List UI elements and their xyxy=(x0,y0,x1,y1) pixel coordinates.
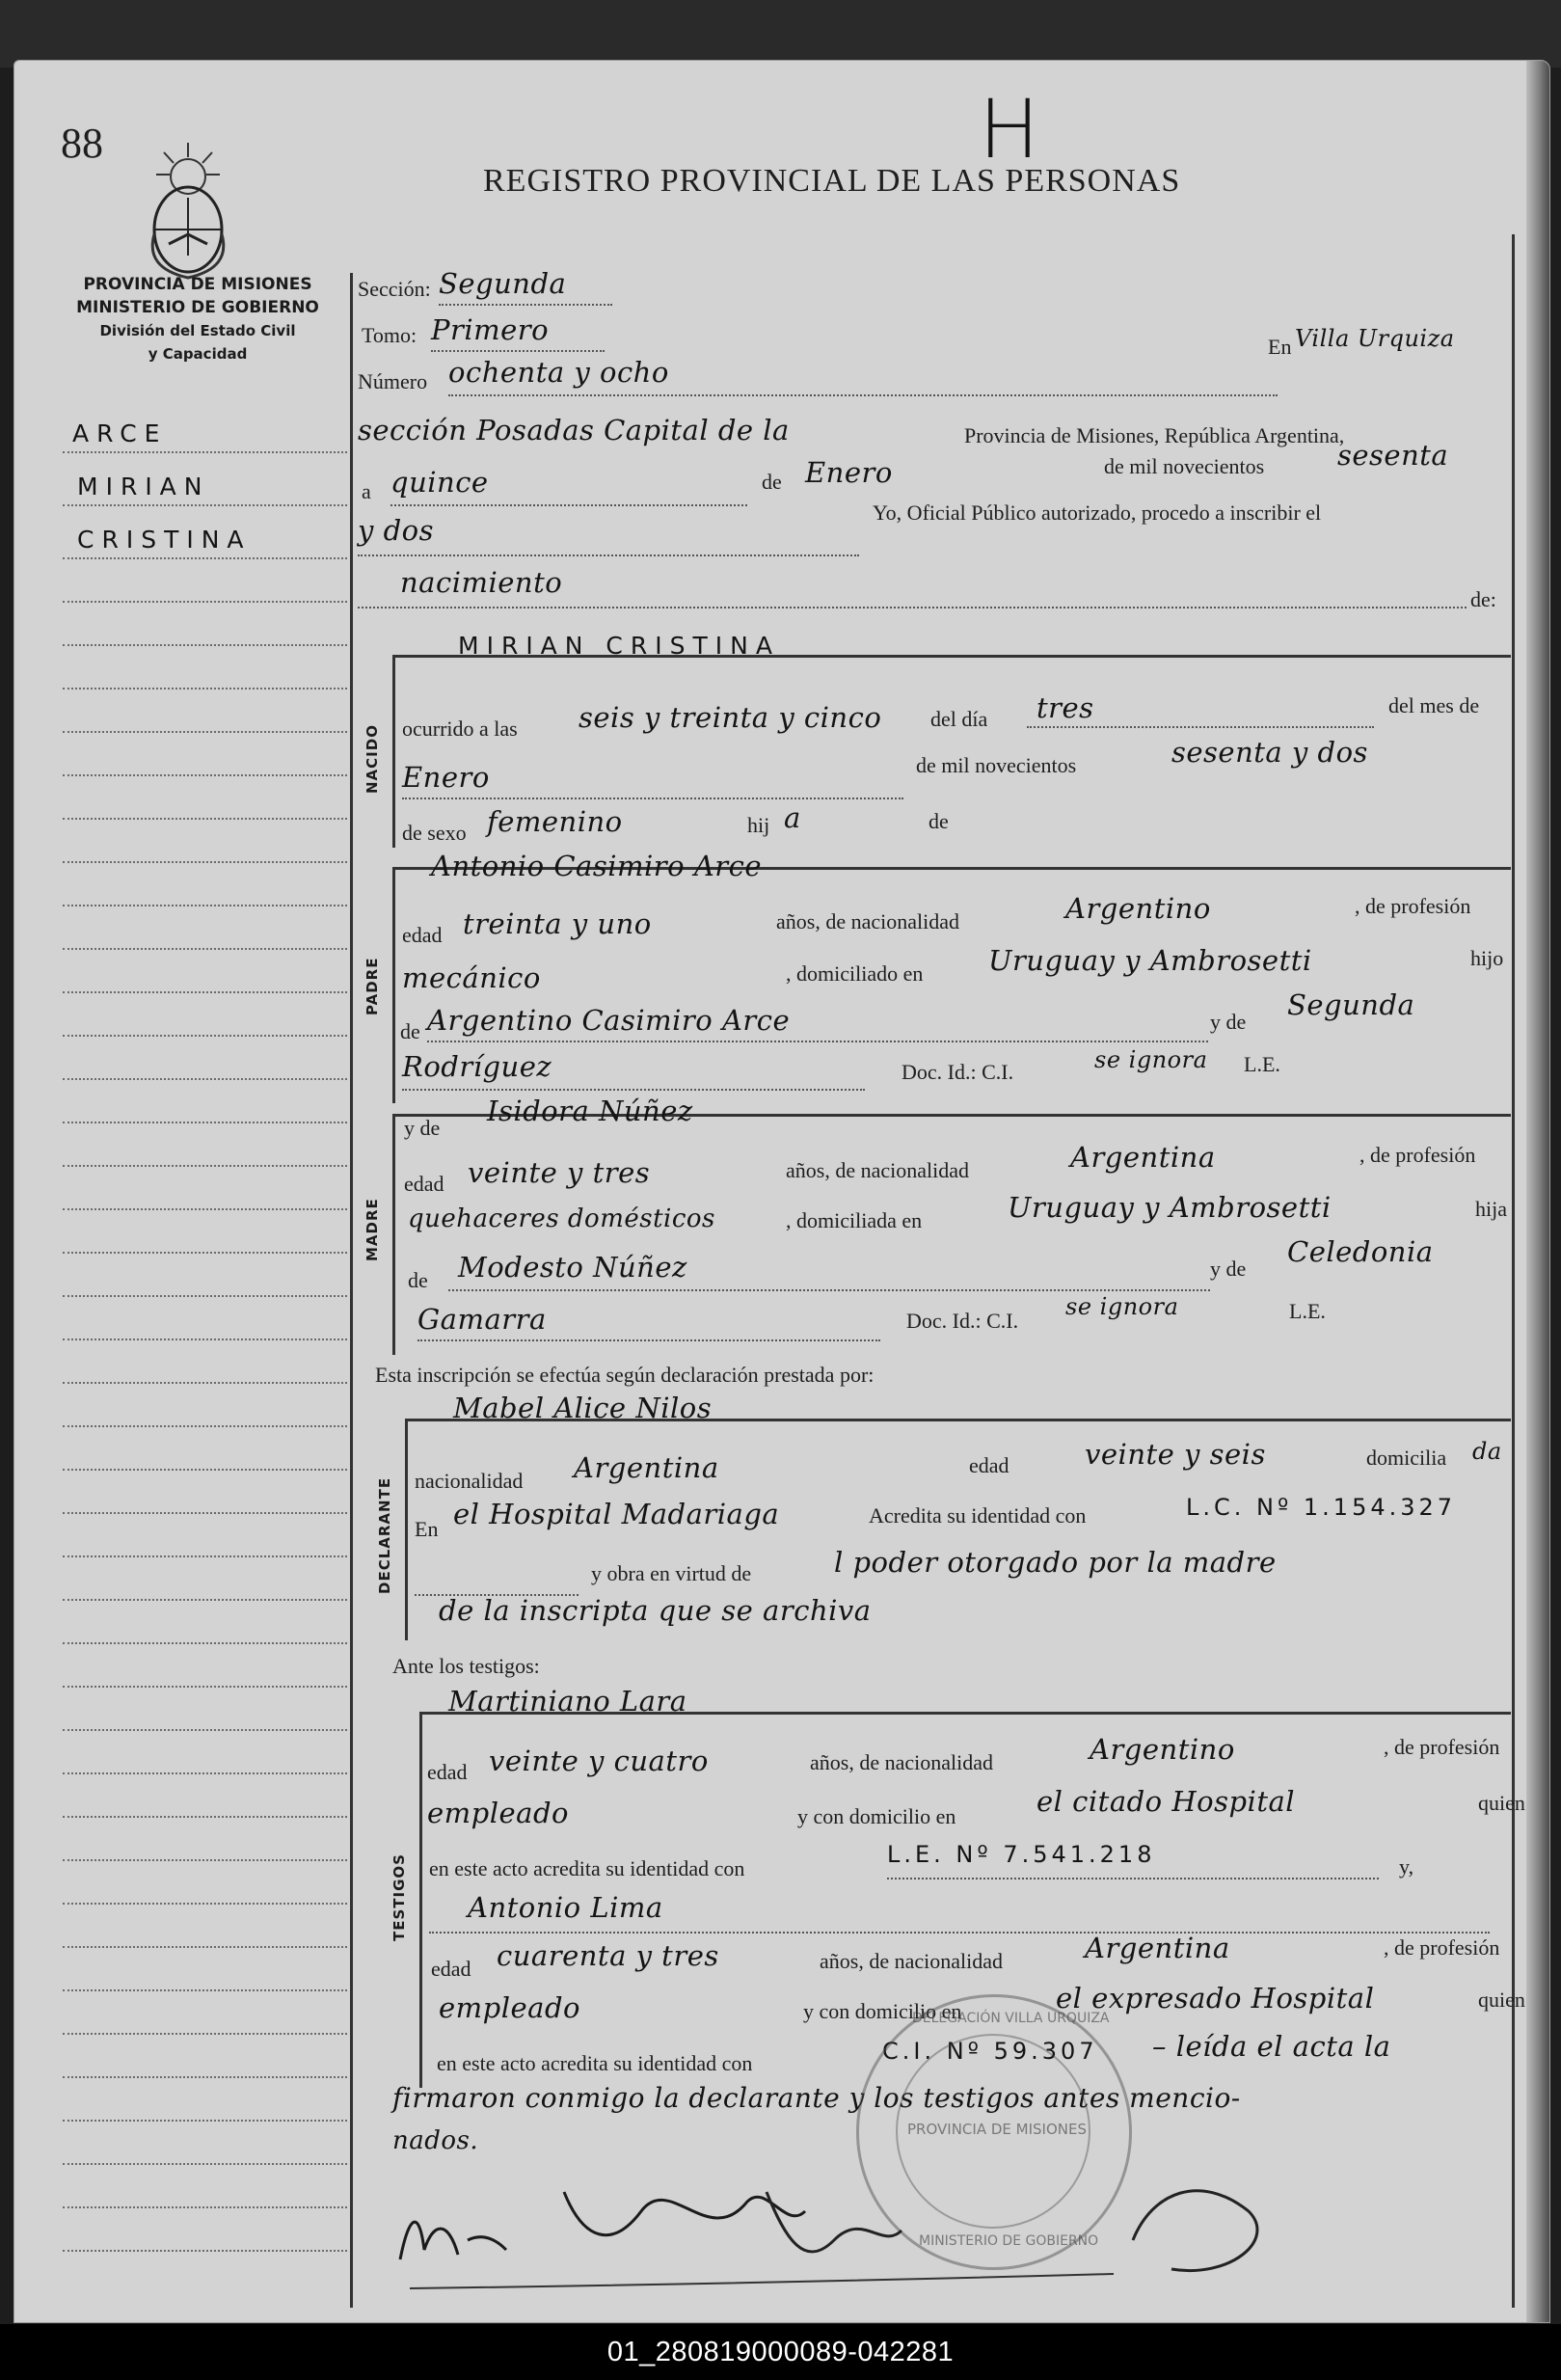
stamp-bottom-text: MINISTERIO DE GOBIERNO xyxy=(919,2233,1099,2249)
margin-second-name: CRISTINA xyxy=(77,526,252,554)
madre-nombre-value: Isidora Núñez xyxy=(487,1095,693,1127)
testigo1-nombre-value: Martiniano Lara xyxy=(448,1685,687,1717)
declarante-acredita-label: Acredita su identidad con xyxy=(869,1503,1087,1528)
testigo1-dom-value: el citado Hospital xyxy=(1036,1785,1296,1818)
ocurrido-label: ocurrido a las xyxy=(402,717,518,741)
declarante-dom-value: el Hospital Madariaga xyxy=(453,1498,780,1530)
testigos-label: TESTIGOS xyxy=(390,1853,408,1941)
mes-nac-value: Enero xyxy=(402,761,490,794)
declarante-bracket xyxy=(405,1419,408,1640)
register-page xyxy=(13,60,1550,2323)
padre-hijo-label: hijo xyxy=(1470,946,1504,970)
esta-inscripcion-label: Esta inscripción se efectúa según declaración prestada por: xyxy=(375,1363,875,1387)
abuela-mat-a-value: Celedonia xyxy=(1287,1235,1434,1268)
numero-value: ochenta y ocho xyxy=(448,356,669,389)
testigo1-nac-value: Argentino xyxy=(1090,1733,1235,1766)
declarante-en-label: En xyxy=(415,1517,439,1541)
dia-value: quince xyxy=(390,466,489,499)
anio-nac-value: sesenta y dos xyxy=(1171,736,1368,769)
padre-doc-label: Doc. Id.: C.I. xyxy=(902,1060,1014,1084)
testigo1-prof-label: , de profesión xyxy=(1384,1735,1500,1759)
cierre-b-value: firmaron conmigo la declarante y los testigos antes mencio- xyxy=(392,2082,1241,2114)
testigo1-dom-label: y con domicilio en xyxy=(797,1804,956,1828)
declarante-nac-label: nacionalidad xyxy=(415,1469,524,1493)
hora-value: seis y treinta y cinco xyxy=(579,701,882,734)
de-label-2: de xyxy=(929,809,949,833)
testigo1-edad-label: edad xyxy=(427,1760,468,1784)
y-de-label-mat: y de xyxy=(1210,1257,1247,1281)
madre-prof-value: quehaceres domésticos xyxy=(408,1204,715,1233)
testigo2-dom-value: el expresado Hospital xyxy=(1056,1982,1375,2015)
seccion-label: Sección: xyxy=(358,277,431,301)
nombre-value: MIRIAN CRISTINA xyxy=(458,632,780,660)
testigo2-nombre-value: Antonio Lima xyxy=(468,1891,663,1924)
testigo1-edad-value: veinte y cuatro xyxy=(489,1744,709,1777)
org-division: División del Estado Civil xyxy=(99,322,296,339)
padre-bracket xyxy=(392,867,395,1103)
padre-dom-value: Uruguay y Ambrosetti xyxy=(988,944,1312,977)
tomo-label: Tomo: xyxy=(362,323,417,347)
org-province: PROVINCIA DE MISIONES xyxy=(83,275,312,294)
testigos-bracket xyxy=(419,1712,422,2088)
testigo1-quien-label: quien xyxy=(1478,1791,1525,1815)
cierre-a-value: – leída el acta la xyxy=(1152,2030,1391,2063)
madre-dom-label: , domiciliada en xyxy=(786,1208,923,1232)
page-title: REGISTRO PROVINCIAL DE LAS PERSONAS xyxy=(483,163,1181,199)
declarante-edad-label: edad xyxy=(969,1453,1009,1477)
madre-edad-label: edad xyxy=(404,1172,444,1196)
declarante-poder-value: l poder otorgado por la madre xyxy=(834,1546,1277,1579)
stamp-top-text: DELEGACIÓN VILLA URQUIZA xyxy=(912,2011,1110,2026)
madre-dom-value: Uruguay y Ambrosetti xyxy=(1008,1191,1332,1224)
madre-edad-value: veinte y tres xyxy=(468,1156,651,1189)
padre-nombre-value: Antonio Casimiro Arce xyxy=(431,850,763,882)
testigo2-edad-label: edad xyxy=(431,1957,471,1981)
testigo2-quien-label: quien xyxy=(1478,1988,1525,2012)
testigo2-nac-value: Argentina xyxy=(1085,1932,1230,1964)
declarante-doc-value: L.C. Nº 1.154.327 xyxy=(1186,1494,1457,1521)
padre-le-label: L.E. xyxy=(1244,1052,1280,1076)
y-de-label-pat: y de xyxy=(1210,1010,1247,1034)
stamp-center-text: PROVINCIA DE MISIONES xyxy=(907,2121,1087,2138)
madre-doc-value: se ignora xyxy=(1065,1293,1179,1320)
padre-prof-label: , de profesión xyxy=(1355,894,1471,918)
book-binding xyxy=(0,0,1561,68)
padre-label: PADRE xyxy=(363,957,381,1015)
declarante-edad-value: veinte y seis xyxy=(1085,1438,1266,1471)
abuela-pat-a-value: Segunda xyxy=(1287,988,1415,1021)
abuelo-pat-label: de xyxy=(400,1019,420,1043)
issuing-authority xyxy=(53,273,342,365)
padre-prof-value: mecánico xyxy=(402,961,541,994)
hij-suffix-value: a xyxy=(784,801,801,834)
anio-value-b: y dos xyxy=(358,514,435,547)
de-mil-nov-label: de mil novecientos xyxy=(916,753,1077,777)
sexo-value: femenino xyxy=(487,805,623,838)
page-edge xyxy=(1526,61,1549,2322)
folio-number: 88 xyxy=(61,120,103,167)
testigo2-dom-label: y con domicilio en xyxy=(803,1999,962,2023)
padre-nac-label: años, de nacionalidad xyxy=(776,909,959,933)
acto-value: nacimiento xyxy=(400,566,563,599)
padre-edad-label: edad xyxy=(402,923,443,947)
provincia-label: Provincia de Misiones, República Argentina, xyxy=(964,423,1345,447)
signatures xyxy=(381,2153,1490,2302)
padre-nac-value: Argentino xyxy=(1065,892,1211,925)
abuela-pat-b-value: Rodríguez xyxy=(402,1050,552,1083)
madre-y-de-label: y de xyxy=(404,1116,441,1140)
margin-first-name: MIRIAN xyxy=(77,473,210,500)
testigo1-acredita-label: en este acto acredita su identidad con xyxy=(429,1856,745,1880)
madre-nac-label: años, de nacionalidad xyxy=(786,1158,969,1182)
localidad-value: Villa Urquiza xyxy=(1295,325,1455,352)
org-ministry: MINISTERIO DE GOBIERNO xyxy=(76,298,319,317)
seccion-line-value: sección Posadas Capital de la xyxy=(358,414,790,446)
madre-prof-label: , de profesión xyxy=(1359,1143,1476,1167)
testigo2-edad-value: cuarenta y tres xyxy=(497,1939,719,1972)
dia-nac-value: tres xyxy=(1036,691,1094,724)
en-label: En xyxy=(1268,335,1292,359)
testigo2-doc-value: C.I. Nº 59.307 xyxy=(882,2038,1098,2065)
margin-surname: ARCE xyxy=(72,419,168,447)
abuelo-pat-value: Argentino Casimiro Arce xyxy=(427,1004,791,1037)
org-capacity: y Capacidad xyxy=(148,345,248,363)
sexo-label: de sexo xyxy=(402,821,467,845)
mes-value: Enero xyxy=(805,456,893,489)
coat-of-arms-icon xyxy=(135,138,241,283)
del-dia-label: del día xyxy=(930,707,988,731)
madre-doc-label: Doc. Id.: C.I. xyxy=(906,1309,1019,1333)
margin-mark: H xyxy=(979,82,1040,176)
yo-oficial-label: Yo, Oficial Público autorizado, procedo a inscribir el xyxy=(873,500,1322,525)
ante-testigos-label: Ante los testigos: xyxy=(392,1654,540,1678)
madre-le-label: L.E. xyxy=(1289,1299,1326,1323)
declarante-obra-label: y obra en virtud de xyxy=(591,1561,752,1585)
padre-doc-value: se ignora xyxy=(1094,1046,1208,1073)
declarante-dom-suffix: da xyxy=(1472,1438,1502,1465)
testigo1-y-label: y, xyxy=(1399,1854,1414,1879)
seccion-value: Segunda xyxy=(439,267,567,300)
margin-separator xyxy=(350,273,353,2308)
padre-edad-value: treinta y uno xyxy=(463,907,652,940)
de-mil-label: de mil novecientos xyxy=(1104,454,1265,478)
del-mes-label: del mes de xyxy=(1388,693,1480,717)
scan-footer-code: 01_280819000089-042281 xyxy=(0,2324,1561,2380)
testigo2-prof-value: empleado xyxy=(439,1991,580,2024)
anio-value-a: sesenta xyxy=(1337,439,1449,472)
testigo1-nac-label: años, de nacionalidad xyxy=(810,1750,993,1774)
madre-hija-label: hija xyxy=(1475,1197,1507,1221)
declarante-label: DECLARANTE xyxy=(376,1476,393,1594)
madre-bracket xyxy=(392,1114,395,1355)
testigo2-nac-label: años, de nacionalidad xyxy=(820,1949,1003,1973)
signatures-svg xyxy=(381,2153,1490,2298)
tomo-value: Primero xyxy=(431,313,550,346)
cierre-c-value: nados. xyxy=(392,2126,479,2155)
madre-label: MADRE xyxy=(363,1198,381,1261)
de-colon-label: de: xyxy=(1470,587,1496,611)
de-label: de xyxy=(762,470,782,494)
testigo1-prof-value: empleado xyxy=(427,1797,569,1829)
a-label: a xyxy=(362,479,371,503)
hij-label: hij xyxy=(747,813,770,837)
testigo2-acredita-label: en este acto acredita su identidad con xyxy=(437,2051,753,2075)
declarante-nac-value: Argentina xyxy=(574,1451,719,1484)
declarante-dom-label: domicilia xyxy=(1366,1446,1447,1470)
declarante-poder2-value: de la inscripta que se archiva xyxy=(439,1594,872,1627)
testigo1-doc-value: L.E. Nº 7.541.218 xyxy=(887,1841,1156,1868)
declarante-nombre-value: Mabel Alice Nilos xyxy=(453,1392,713,1424)
abuela-mat-b-value: Gamarra xyxy=(417,1303,547,1336)
madre-nac-value: Argentina xyxy=(1070,1141,1216,1174)
abuelo-mat-label: de xyxy=(408,1268,428,1292)
abuelo-mat-value: Modesto Núñez xyxy=(458,1251,687,1284)
padre-dom-label: , domiciliado en xyxy=(786,961,924,986)
testigo2-prof-label: , de profesión xyxy=(1384,1935,1500,1960)
nacido-label: NACIDO xyxy=(363,724,381,794)
nacido-bracket xyxy=(392,655,395,848)
numero-label: Número xyxy=(358,369,428,393)
